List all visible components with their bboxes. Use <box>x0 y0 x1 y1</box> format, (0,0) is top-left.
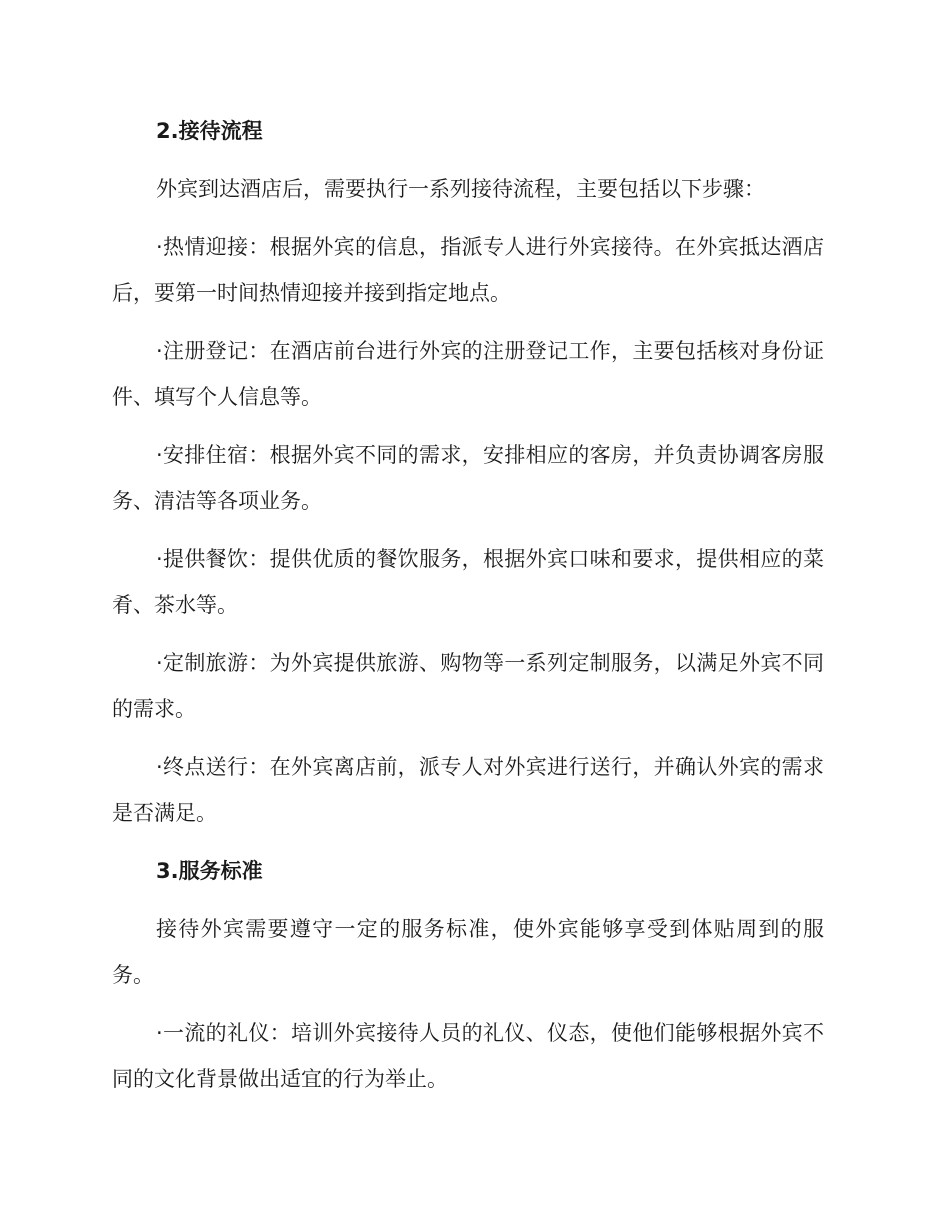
bullet-etiquette: ·一流的礼仪：培训外宾接待人员的礼仪、仪态，使他们能够根据外宾不同的文化背景做出适宜的行为举止。 <box>112 1021 824 1091</box>
bullet-registration: ·注册登记：在酒店前台进行外宾的注册登记工作，主要包括核对身份证件、填写个人信息等。 <box>112 339 824 409</box>
bullet-accommodation: ·安排住宿：根据外宾不同的需求，安排相应的客房，并负责协调客房服务、清洁等各项业务。 <box>112 443 824 513</box>
paragraph-intro: 外宾到达酒店后，需要执行一系列接待流程，主要包括以下步骤： <box>156 177 765 201</box>
section-heading-reception-process: 2.接待流程 <box>156 119 263 143</box>
paragraph-standards-intro: 接待外宾需要遵守一定的服务标准，使外宾能够享受到体贴周到的服务。 <box>112 917 824 987</box>
bullet-custom-tour: ·定制旅游：为外宾提供旅游、购物等一系列定制服务，以满足外宾不同的需求。 <box>112 651 824 721</box>
bullet-farewell: ·终点送行：在外宾离店前，派专人对外宾进行送行，并确认外宾的需求是否满足。 <box>112 755 824 825</box>
document-page <box>112 108 824 1102</box>
bullet-warm-welcome: ·热情迎接：根据外宾的信息，指派专人进行外宾接待。在外宾抵达酒店后，要第一时间热情迎接并接到指定地点。 <box>112 235 824 305</box>
bullet-dining: ·提供餐饮：提供优质的餐饮服务，根据外宾口味和要求，提供相应的菜肴、茶水等。 <box>112 547 824 617</box>
section-heading-service-standards: 3.服务标准 <box>156 859 263 883</box>
